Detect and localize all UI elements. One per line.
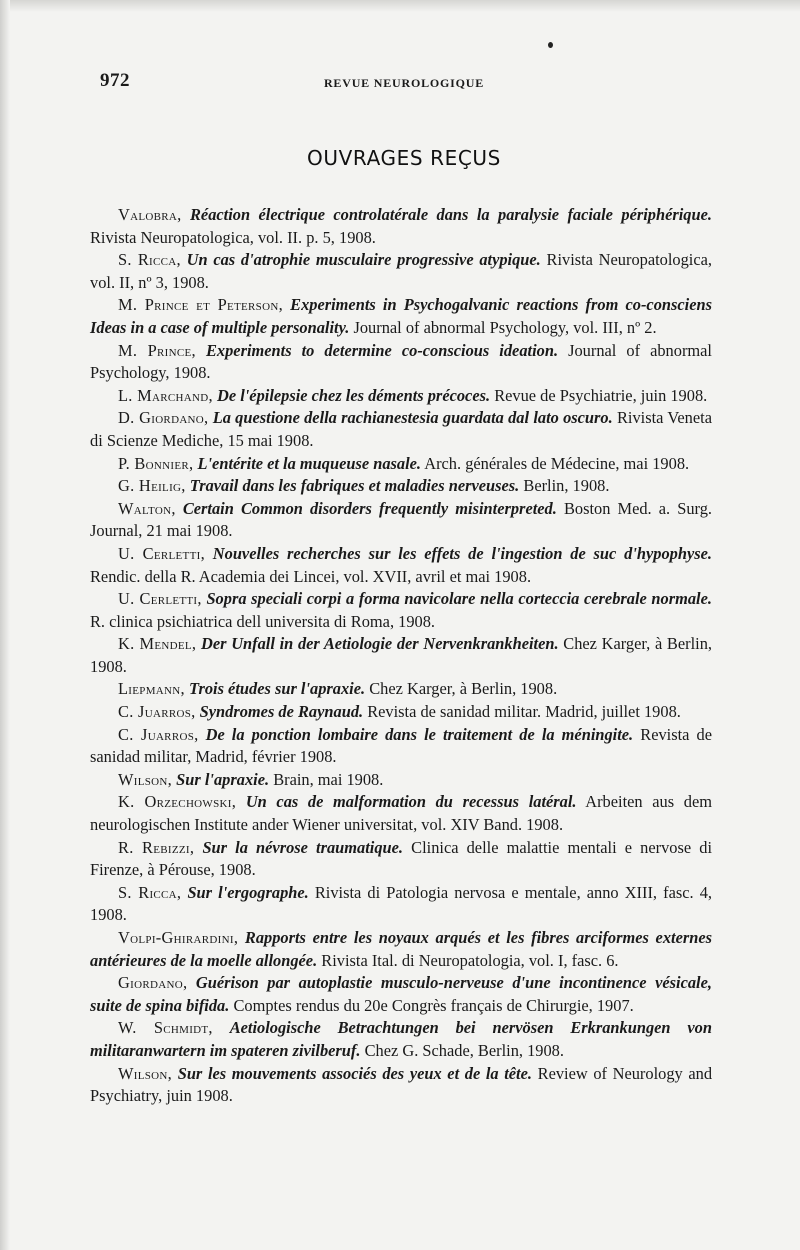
page-number: 972: [100, 70, 130, 91]
scan-edge-left: [0, 0, 10, 1250]
reference-author: S. Ricca,: [118, 250, 181, 270]
reference-publication: Journal of abnormal Psychology, vol. III, nº 2.: [353, 317, 657, 337]
reference-title: Syndromes de Raynaud.: [199, 702, 364, 722]
reference-author: C. Juarros,: [118, 702, 196, 722]
reference-title: Certain Common disorders frequently misinterpreted.: [182, 498, 557, 518]
reference-entry: [90, 724, 712, 769]
reference-entry: [90, 1017, 712, 1062]
reference-author: K. Orzechowski,: [118, 792, 237, 812]
reference-entry: [90, 543, 712, 588]
reference-title: Guérison par autoplastie musculo-nerveuse d'une incontinence vésicale, suite de spina bifida.: [90, 973, 712, 1015]
reference-entry: [90, 249, 712, 294]
reference-title: Sur les mouvements associés des yeux et de la tête.: [177, 1063, 532, 1083]
page-header: [100, 70, 708, 100]
reference-title: Sur l'apraxie.: [176, 769, 270, 789]
reference-title: Sopra speciali corpi a forma navicolare nella corteccia cerebrale normale.: [206, 589, 712, 609]
reference-author: Giordano,: [118, 973, 188, 993]
reference-entry: [90, 678, 712, 701]
reference-publication: Rivista Neuropatologica, vol. II, nº 3, 1908.: [90, 250, 712, 292]
reference-title: Experiments in Psychogalvanic reactions from co-consciens Ideas in a case of multiple personality.: [90, 295, 712, 337]
reference-entry: [90, 588, 712, 633]
reference-publication: Review of Neurology and Psychiatry, juin 1908.: [90, 1063, 713, 1106]
reference-entry: [90, 340, 712, 385]
reference-entry: [90, 453, 712, 476]
reference-entry: [90, 633, 712, 678]
reference-title: Rapports entre les noyaux arqués et les fibres arciformes externes antérieures de la moelle allongée.: [90, 928, 712, 970]
reference-publication: Comptes rendus du 20e Congrès français de Chirurgie, 1907.: [233, 995, 634, 1015]
reference-title: Experiments to determine co-conscious ideation.: [205, 340, 559, 360]
reference-publication: Berlin, 1908.: [523, 476, 610, 496]
ink-speck: [548, 42, 553, 48]
reference-author: U. Cerletti,: [118, 543, 205, 563]
reference-entry: [90, 791, 712, 836]
reference-title: Aetiologische Betrachtungen bei nervösen Erkrankungen von militaranwartern im spateren zivilberuf.: [90, 1018, 712, 1060]
reference-title: De la ponction lombaire dans le traitement de la méningite.: [205, 724, 634, 744]
reference-publication: Arch. générales de Médecine, mai 1908.: [424, 453, 690, 473]
reference-publication: Journal of abnormal Psychology, 1908.: [90, 340, 712, 383]
reference-publication: Rendic. della R. Academia dei Lincei, vol. XVII, avril et mai 1908.: [90, 566, 532, 586]
reference-title: De l'épilepsie chez les déments précoces.: [216, 385, 491, 405]
reference-entry: [90, 837, 712, 882]
reference-title: Nouvelles recherches sur les effets de l'ingestion de suc d'hypophyse.: [212, 543, 712, 563]
reference-author: M. Prince,: [118, 340, 196, 360]
reference-author: U. Cerletti,: [118, 589, 202, 609]
section-title: OUVRAGES REÇUS: [307, 146, 501, 170]
reference-publication: Revista de sanidad militar. Madrid, juillet 1908.: [367, 702, 681, 722]
running-head: REVUE NEUROLOGIQUE: [323, 76, 485, 90]
reference-list: [90, 204, 712, 1108]
reference-title: Der Unfall in der Aetiologie der Nervenkrankheiten.: [201, 634, 559, 654]
reference-author: Valobra,: [118, 205, 182, 224]
reference-publication: Rivista Neuropatologica, vol. II. p. 5, 1908.: [90, 227, 376, 247]
reference-title: Réaction électrique controlatérale dans la paralysie faciale périphérique.: [190, 205, 712, 224]
reference-entry: [90, 927, 712, 972]
reference-title: Sur l'ergographe.: [187, 882, 309, 902]
reference-entry: [90, 1063, 712, 1108]
reference-entry: [90, 294, 712, 339]
reference-publication: Revista de sanidad militar, Madrid, février 1908.: [90, 724, 712, 767]
reference-author: Wilson,: [118, 1063, 173, 1083]
scan-edge-top: [0, 0, 800, 12]
reference-title: Trois études sur l'apraxie.: [189, 679, 366, 699]
reference-author: W. Schmidt,: [118, 1018, 213, 1038]
reference-author: Wilson,: [118, 769, 173, 789]
reference-author: L. Marchand,: [118, 385, 213, 405]
reference-publication: Chez Karger, à Berlin, 1908.: [90, 634, 712, 676]
reference-author: Liepmann,: [118, 679, 185, 699]
reference-publication: Chez Karger, à Berlin, 1908.: [369, 679, 558, 699]
reference-publication: Revue de Psychiatrie, juin 1908.: [494, 385, 708, 405]
reference-entry: [90, 769, 712, 792]
reference-publication: R. clinica psichiatrica dell universita di Roma, 1908.: [90, 611, 436, 631]
reference-entry: [90, 475, 712, 498]
reference-author: Walton,: [118, 498, 176, 518]
reference-publication: Rivista di Patologia nervosa e mentale, anno XIII, fasc. 4, 1908.: [90, 882, 713, 925]
reference-publication: Clinica delle malattie mentali e nervose di Firenze, à Pérouse, 1908.: [90, 837, 712, 880]
reference-publication: Brain, mai 1908.: [273, 769, 384, 789]
reference-title: L'entérite et la muqueuse nasale.: [197, 453, 422, 473]
reference-publication: Rivista Veneta di Scienze Mediche, 15 mai 1908.: [90, 408, 712, 450]
reference-title: Un cas d'atrophie musculaire progressive atypique.: [186, 250, 541, 270]
reference-title: Travail dans les fabriques et maladies nerveuses.: [189, 476, 520, 496]
reference-entry: [90, 385, 712, 408]
reference-author: G. Heilig,: [118, 476, 186, 496]
reference-author: C. Juarros,: [118, 724, 199, 744]
reference-entry: [90, 498, 712, 543]
reference-entry: [90, 701, 712, 724]
reference-entry: [90, 407, 712, 452]
reference-title: La questione della rachianestesia guardata dal lato oscuro.: [212, 408, 613, 428]
reference-author: P. Bonnier,: [118, 453, 194, 473]
reference-title: Sur la névrose traumatique.: [202, 837, 404, 857]
reference-author: Volpi-Ghirardini,: [118, 928, 239, 947]
reference-author: S. Ricca,: [118, 882, 182, 902]
reference-title: Un cas de malformation du recessus latéral.: [245, 792, 577, 812]
reference-publication: Rivista Ital. di Neuropatologia, vol. I, fasc. 6.: [321, 950, 619, 970]
reference-entry: [90, 204, 712, 249]
reference-author: K. Mendel,: [118, 634, 197, 654]
reference-publication: Chez G. Schade, Berlin, 1908.: [364, 1040, 564, 1060]
reference-author: D. Giordano,: [118, 408, 209, 428]
reference-author: M. Prince et Peterson,: [118, 295, 283, 315]
reference-entry: [90, 882, 712, 927]
reference-publication: Boston Med. a. Surg. Journal, 21 mai 1908.: [90, 498, 712, 541]
reference-publication: Arbeiten aus dem neurologischen Institute ander Wiener universitat, vol. XIV Band. 1908.: [90, 792, 712, 835]
reference-entry: [90, 972, 712, 1017]
reference-author: R. Rebizzi,: [118, 837, 195, 857]
